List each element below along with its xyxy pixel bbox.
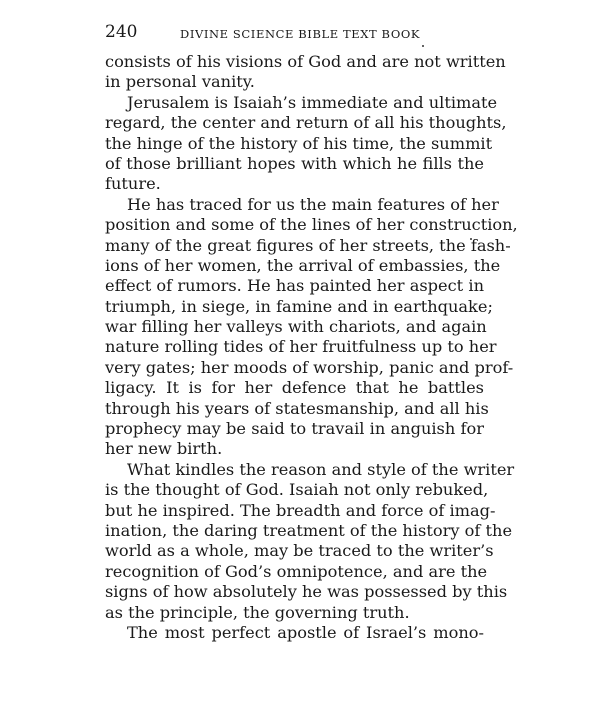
text-line: many of the great figures of her streets, the fash- — [105, 235, 511, 255]
paragraph — [105, 52, 506, 93]
text-line: nature rolling tides of her fruitfulness up to her — [105, 337, 497, 357]
text-line: The most perfect apostle of Israel’s mono- — [127, 622, 484, 642]
text-line: He has traced for us the main features of her — [127, 194, 499, 214]
text-line: of those brilliant hopes with which he fills the — [105, 153, 484, 173]
text-line: recognition of God’s omnipotence, and are the — [105, 561, 488, 581]
text-line: but he inspired. The breadth and force of imag- — [105, 500, 496, 520]
text-line: is the thought of God. Isaiah not only rebuked, — [105, 480, 489, 500]
running-head: DIVINE SCIENCE BIBLE TEXT BOOK — [180, 27, 421, 41]
text-line: effect of rumors. He has painted her aspect in — [105, 276, 484, 296]
text-line: triumph, in siege, in famine and in earthquake; — [105, 296, 493, 316]
text-line: very gates; her moods of worship, panic and prof- — [105, 357, 514, 377]
text-line: regard, the center and return of all his thoughts, — [105, 113, 507, 133]
text-line: future. — [105, 174, 161, 194]
text-line: war filling her valleys with chariots, and again — [105, 317, 487, 337]
paragraph — [105, 194, 518, 460]
text-line: ination, the daring treatment of the history of the — [105, 520, 513, 540]
text-line: position and some of the lines of her construction, — [105, 215, 518, 235]
text-line: prophecy may be said to travail in anguish for — [105, 419, 484, 439]
text-line: ions of her women, the arrival of embassies, the — [105, 255, 501, 275]
paragraph — [105, 459, 515, 623]
text-line: signs of how absolutely he was possessed by this — [105, 582, 508, 602]
text-line: consists of his visions of God and are not written — [105, 52, 506, 71]
text-line: through his years of statesmanship, and all his — [105, 398, 489, 418]
paragraph — [105, 623, 484, 643]
page-number: 240 — [105, 22, 138, 42]
text-line: in personal vanity. — [105, 72, 255, 92]
text-line: ligacy. It is for her defence that he battles — [105, 378, 484, 398]
paragraph — [105, 92, 507, 195]
text-line: world as a whole, may be traced to the writer’s — [105, 541, 494, 561]
text-line: her new birth. — [105, 439, 223, 459]
text-line: What kindles the reason and style of the writer — [127, 459, 515, 479]
text-line: Jerusalem is Isaiah’s immediate and ultimate — [127, 92, 498, 112]
text-line: the hinge of the history of his time, the summit — [105, 133, 493, 153]
text-line: as the principle, the governing truth. — [105, 602, 410, 622]
scan-speck — [422, 45, 424, 47]
body-text — [105, 52, 518, 643]
